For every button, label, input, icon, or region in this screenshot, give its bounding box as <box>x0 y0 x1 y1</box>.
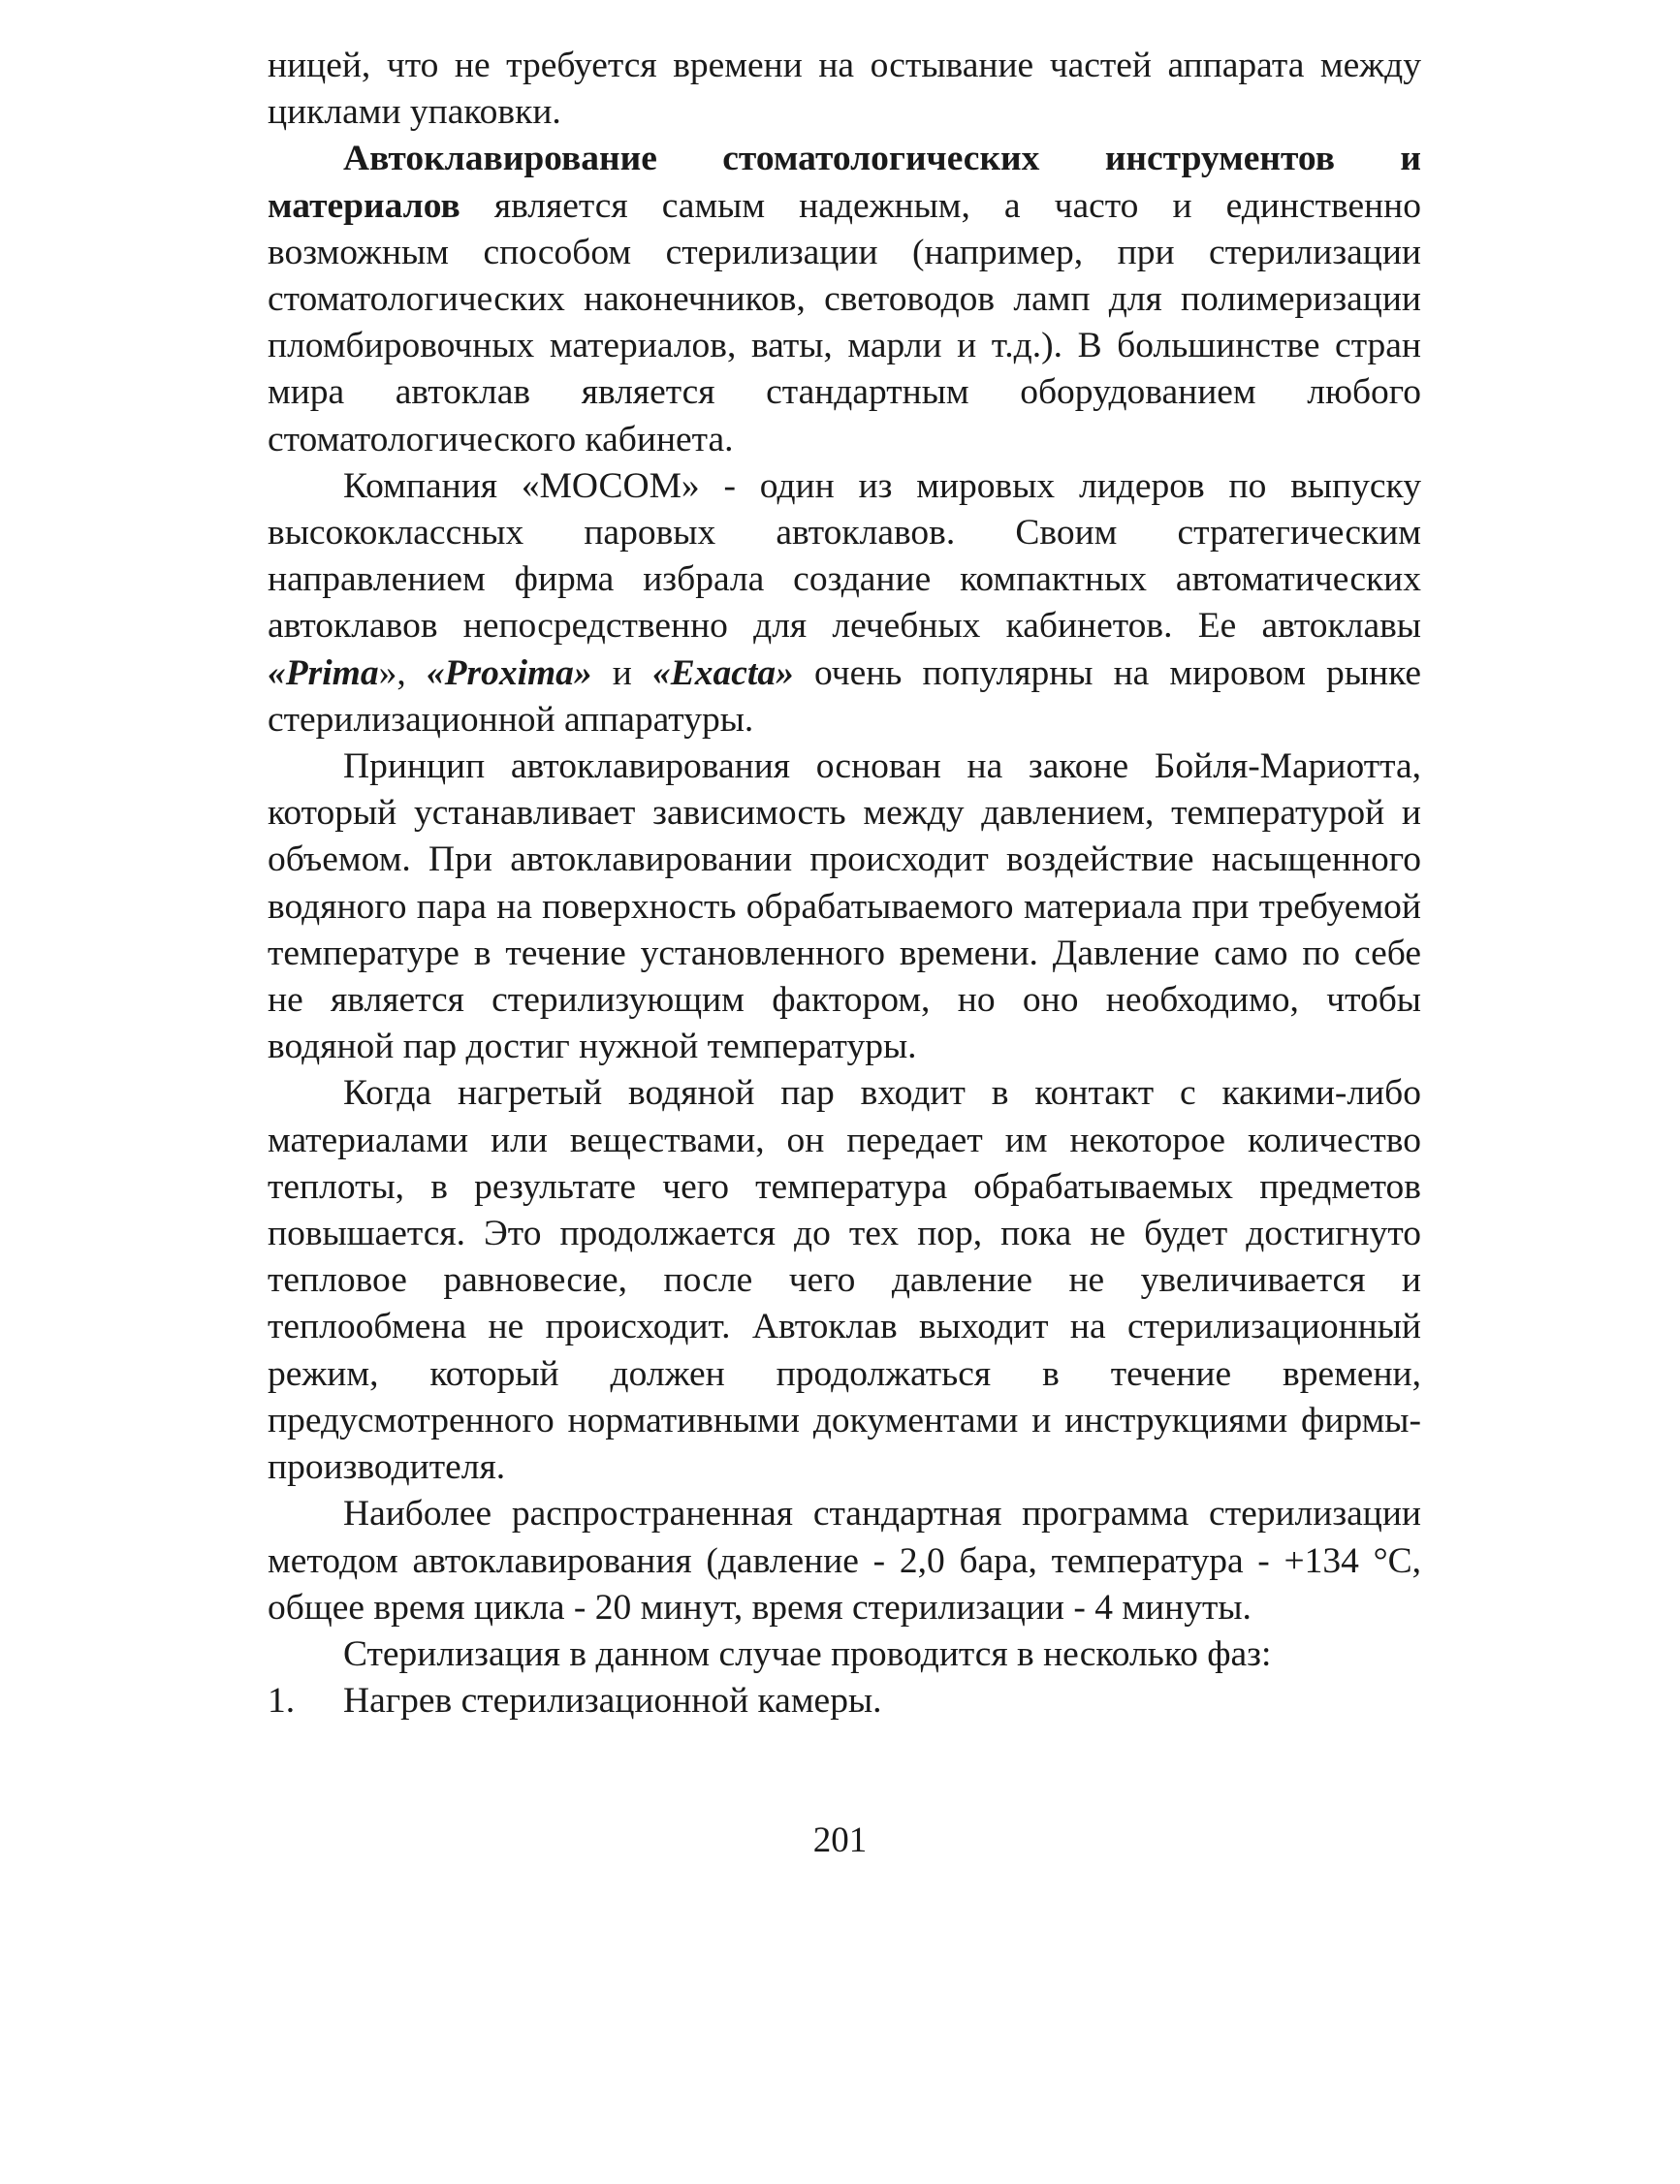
list-item-number: 1. <box>268 1681 296 1722</box>
paragraph-text: является самым надежным, а часто и единственно возможным способом стерилизации (например, при стерилизации стоматологических наконечников, световодов ламп для полимеризации пломбировочных материалов, ваты, марли и т.д.). В большинстве стран мира автоклав является стандартным оборудованием любого стоматологического кабинета. <box>268 185 1421 459</box>
product-name-exacta: «Exacta» <box>652 652 794 693</box>
paragraph-steam-contact: Когда нагретый водяной пар входит в контакт с какими-либо материалами или веществами, он передает им некоторое количество теплоты, в результате чего температура обрабатываемых предметов повышается. Это продолжается до тех пор, пока не будет достигнуто тепловое равновесие, после чего давление не увеличивается и теплообмена не происходит. Автоклав выходит на стерилизационный режим, который должен продолжаться в течение времени, предусмотренного нормативными документами и инструкциями фирмы-производителя. <box>268 1073 1421 1488</box>
list-item <box>268 1678 1421 1725</box>
paragraph-continuation: ницей, что не требуется времени на остывание частей аппарата между циклами упаковки. <box>268 46 1421 133</box>
paragraph-text: Компания «МОСОМ» - один из мировых лидеров по выпуску высококлассных паровых автоклавов. Своим стратегическим направлением фирма избрала создание компактных автоматических автоклавов непосредственно для лечебных кабинетов. Ее автоклавы <box>268 465 1421 647</box>
product-name-prima: «Prima <box>268 652 379 693</box>
separator-text: и <box>591 652 652 693</box>
paragraph-autoclaving <box>268 136 1421 462</box>
bold-heading-text: Автоклавирование стоматологических инструментов и материалов <box>268 139 1421 226</box>
separator-text: », <box>378 652 427 693</box>
paragraph-text: очень популярны на мировом рынке стерилизационной аппаратуры. <box>268 652 1422 740</box>
paragraph-standard-program: Наиболее распространенная стандартная программа стерилизации методом автоклавирования (давление - 2,0 бара, температура - +134 °С, общее время цикла - 20 минут, время стерилизации - 4 минуты. <box>268 1494 1421 1628</box>
page-body <box>268 43 1421 1725</box>
paragraph-phases-intro: Стерилизация в данном случае проводится в несколько фаз: <box>343 1633 1272 1674</box>
list-item-text: Нагрев стерилизационной камеры. <box>343 1681 882 1722</box>
product-name-proxima: «Proxima» <box>426 652 592 693</box>
page-number: 201 <box>812 1820 868 1860</box>
paragraph-principle: Принцип автоклавирования основан на законе Бойля-Мариотта, который устанавливает зависимость между давлением, температурой и объемом. При автоклавировании происходит воздействие насыщенного водяного пара на поверхность обрабатываемого материала при требуемой температуре в течение установленного времени. Давление само по себе не является стерилизующим фактором, но оно необходимо, чтобы водяной пар достиг нужной температуры. <box>268 746 1421 1067</box>
paragraph-company <box>268 463 1421 744</box>
